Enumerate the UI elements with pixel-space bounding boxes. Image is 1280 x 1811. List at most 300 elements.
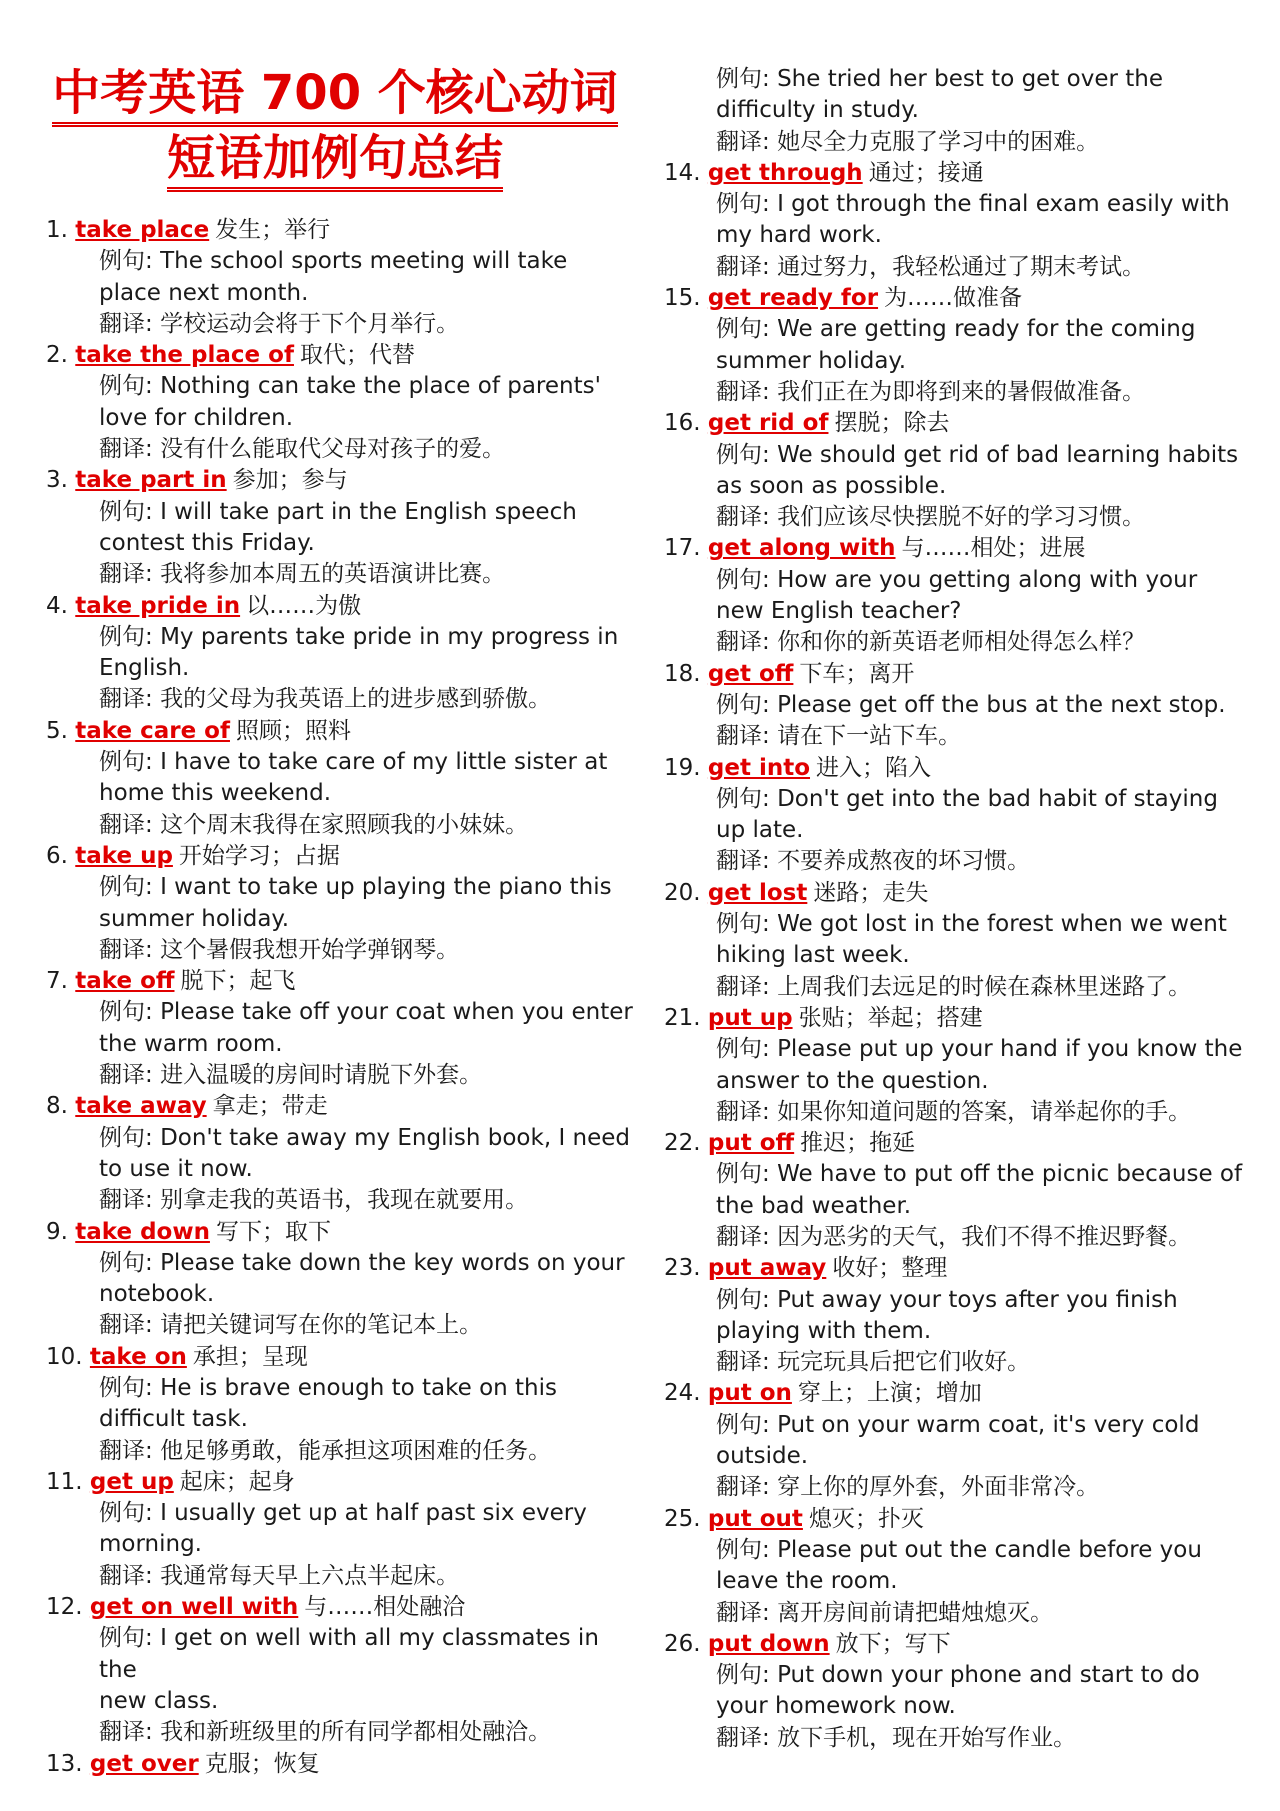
example-label: 例句: — [99, 248, 161, 275]
entry-number: 13. — [46, 1750, 83, 1777]
phrase-meaning: 迷路；走失 — [813, 879, 929, 906]
entry-heading — [664, 878, 1264, 909]
phrase-meaning: 以……为傲 — [246, 592, 362, 619]
entry-number: 9. — [46, 1218, 68, 1245]
example-line — [99, 1373, 636, 1404]
entry-body — [664, 1285, 1264, 1379]
example-line — [716, 1410, 1264, 1441]
translation-text: 通过努力，我轻松通过了期末考试。 — [777, 253, 1146, 280]
translation-line — [99, 1310, 636, 1341]
phrase-entry — [46, 591, 636, 716]
example-line — [99, 1279, 636, 1310]
entry-number: 26. — [664, 1630, 701, 1657]
entry-number: 11. — [46, 1468, 83, 1495]
entry-number: 25. — [664, 1505, 701, 1532]
example-text: My parents take pride in my progress in — [160, 623, 619, 650]
example-text: We got lost in the forest when we went — [777, 911, 1227, 938]
entry-body — [46, 1123, 636, 1217]
entry-number: 17. — [664, 535, 701, 562]
translation-text: 上周我们去远足的时候在森林里迷路了。 — [777, 973, 1192, 1000]
phrase-entry — [664, 1003, 1264, 1128]
translation-label: 翻译: — [716, 253, 778, 280]
phrase-entry — [46, 465, 636, 590]
translation-text: 你和你的新英语老师相处得怎么样？ — [777, 629, 1146, 656]
phrase-meaning: 穿上；上演；增加 — [797, 1380, 982, 1407]
entry-number: 21. — [664, 1004, 701, 1031]
example-line — [716, 565, 1264, 596]
example-text: We are getting ready for the coming — [777, 316, 1196, 343]
example-line — [99, 872, 636, 903]
example-line — [99, 403, 636, 434]
entry-body — [664, 690, 1264, 753]
translation-line — [99, 309, 636, 340]
example-text: contest this Friday. — [99, 529, 315, 556]
entry-heading — [46, 1217, 636, 1248]
phrase-term: get up — [89, 1468, 174, 1495]
example-text: We have to put off the picnic because of — [777, 1161, 1243, 1188]
example-text: Please take off your coat when you enter — [160, 999, 633, 1026]
example-line — [99, 246, 636, 277]
example-text: place next month. — [99, 279, 309, 306]
entry-heading — [46, 966, 636, 997]
entry-number: 8. — [46, 1093, 68, 1120]
phrase-meaning: 为……做准备 — [884, 285, 1023, 312]
phrase-entry — [46, 215, 636, 340]
translation-text: 离开房间前请把蜡烛熄灭。 — [777, 1599, 1054, 1626]
translation-text: 别拿走我的英语书，我现在就要用。 — [160, 1187, 529, 1214]
translation-label: 翻译: — [716, 504, 778, 531]
entry-heading — [664, 533, 1264, 564]
translation-text: 我将参加本周五的英语演讲比赛。 — [160, 561, 506, 588]
example-text: Put away your toys after you finish — [777, 1286, 1178, 1313]
example-text: leave the room. — [716, 1568, 898, 1595]
entry-number: 19. — [664, 754, 701, 781]
entry-body — [664, 1660, 1264, 1754]
translation-text: 请在下一站下车。 — [777, 723, 962, 750]
example-line — [99, 278, 636, 309]
translation-line — [716, 252, 1264, 283]
translation-line — [716, 846, 1264, 877]
translation-label: 翻译: — [716, 1098, 778, 1125]
example-line — [99, 904, 636, 935]
example-text: new class. — [99, 1687, 219, 1714]
translation-text: 进入温暖的房间时请脱下外套。 — [160, 1062, 483, 1089]
example-text: your homework now. — [716, 1693, 956, 1720]
phrase-entry — [46, 966, 636, 1091]
entry-number: 18. — [664, 660, 701, 687]
example-label: 例句: — [716, 1286, 778, 1313]
phrase-meaning: 起床；起身 — [179, 1468, 295, 1495]
example-text: Nothing can take the place of parents' — [160, 373, 601, 400]
example-label: 例句: — [99, 1249, 161, 1276]
entry-body — [46, 622, 636, 716]
example-text: playing with them. — [716, 1317, 932, 1344]
phrase-term: put on — [707, 1380, 792, 1407]
translation-line — [99, 810, 636, 841]
translation-text: 穿上你的厚外套，外面非常冷。 — [777, 1474, 1100, 1501]
example-line — [99, 997, 636, 1028]
example-text: hiking last week. — [716, 942, 910, 969]
phrase-term: put off — [707, 1130, 795, 1157]
example-line — [716, 314, 1264, 345]
entry-heading — [46, 340, 636, 371]
entry-heading — [664, 1504, 1264, 1535]
translation-label: 翻译: — [716, 1599, 778, 1626]
entry-heading — [46, 465, 636, 496]
entry-heading — [664, 1629, 1264, 1660]
example-line — [716, 815, 1264, 846]
entry-number: 24. — [664, 1380, 701, 1407]
phrase-term: take pride in — [75, 592, 241, 619]
example-line — [99, 371, 636, 402]
entry-heading — [46, 591, 636, 622]
entry-body — [46, 371, 636, 465]
entry-number: 7. — [46, 968, 68, 995]
translation-label: 翻译: — [99, 1062, 161, 1089]
entry-heading — [46, 1091, 636, 1122]
translation-line — [99, 559, 636, 590]
translation-label: 翻译: — [99, 1187, 161, 1214]
phrase-entry — [664, 1629, 1264, 1754]
example-line — [716, 220, 1264, 251]
translation-line — [99, 1717, 636, 1748]
example-line — [99, 622, 636, 653]
entry-heading — [664, 753, 1264, 784]
phrase-meaning: 熄灭；扑灭 — [808, 1505, 924, 1532]
phrase-entry — [664, 1253, 1264, 1378]
example-label: 例句: — [99, 1124, 161, 1151]
phrase-term: get lost — [707, 879, 808, 906]
example-label: 例句: — [99, 874, 161, 901]
example-line — [99, 1529, 636, 1560]
translation-line — [716, 721, 1264, 752]
example-line — [99, 653, 636, 684]
phrase-meaning: 与……相处融洽 — [304, 1594, 466, 1621]
entry-body — [46, 1373, 636, 1467]
translation-line — [716, 1472, 1264, 1503]
phrase-term: put away — [707, 1255, 827, 1282]
phrase-entry — [46, 841, 636, 966]
example-label: 例句: — [716, 566, 778, 593]
entry-number: 1. — [46, 217, 68, 243]
entry-number: 15. — [664, 285, 701, 312]
example-text: English. — [99, 655, 190, 682]
example-text: up late. — [716, 817, 804, 844]
translation-label: 翻译: — [716, 1724, 778, 1751]
example-line — [716, 1034, 1264, 1065]
example-text: I want to take up playing the piano this — [160, 874, 612, 901]
translation-label: 翻译: — [716, 848, 778, 875]
translation-line — [716, 627, 1264, 658]
example-text: He is brave enough to take on this — [160, 1374, 557, 1401]
example-line — [716, 1441, 1264, 1472]
phrase-term: get on well with — [89, 1594, 299, 1621]
phrase-term: get through — [707, 159, 863, 186]
example-line — [99, 778, 636, 809]
entry-body — [46, 246, 636, 340]
translation-text: 我和新班级里的所有同学都相处融洽。 — [160, 1719, 552, 1746]
phrase-term: get ready for — [707, 285, 879, 312]
continued-entry-body — [664, 64, 1264, 158]
example-text: the bad weather. — [716, 1192, 912, 1219]
title-line-1: 中考英语 700 个核心动词 — [52, 64, 618, 127]
entry-heading — [664, 1003, 1264, 1034]
phrase-term: put out — [707, 1505, 803, 1532]
entry-body — [664, 1410, 1264, 1504]
entry-heading — [664, 1378, 1264, 1409]
example-line — [716, 1066, 1264, 1097]
entry-number: 23. — [664, 1255, 701, 1282]
page-title — [40, 62, 630, 192]
translation-text: 玩完玩具后把它们收好。 — [777, 1349, 1031, 1376]
example-text: Please put out the candle before you — [777, 1536, 1202, 1563]
example-label: 例句: — [99, 623, 161, 650]
translation-label: 翻译: — [99, 1312, 161, 1339]
translation-label: 翻译: — [99, 936, 161, 963]
example-text: We should get rid of bad learning habits — [777, 441, 1239, 468]
phrase-entry — [46, 1091, 636, 1216]
translation-label: 翻译: — [716, 1474, 778, 1501]
example-label: 例句: — [99, 373, 161, 400]
phrase-entry — [46, 716, 636, 841]
phrase-entry — [664, 408, 1264, 533]
example-text: outside. — [716, 1443, 809, 1470]
entry-body — [46, 1498, 636, 1592]
example-line — [716, 784, 1264, 815]
phrase-term: take off — [75, 968, 175, 995]
phrase-meaning: 参加；参与 — [232, 467, 348, 494]
example-label: 例句: — [716, 1536, 778, 1563]
phrase-entry — [664, 1504, 1264, 1629]
example-text: Don't get into the bad habit of staying — [777, 785, 1218, 812]
example-line — [716, 1660, 1264, 1691]
phrase-entry — [46, 1342, 636, 1467]
phrase-term: get over — [89, 1750, 199, 1777]
entry-body — [46, 872, 636, 966]
example-line — [716, 1535, 1264, 1566]
example-text: I have to take care of my little sister at — [160, 749, 608, 776]
example-label: 例句: — [99, 999, 161, 1026]
example-line — [99, 1623, 636, 1686]
example-label: 例句: — [99, 498, 161, 525]
example-text: Please put up your hand if you know the — [777, 1036, 1243, 1063]
phrase-term: take away — [75, 1093, 207, 1120]
phrase-entry — [664, 1378, 1264, 1503]
phrase-term: take on — [89, 1343, 187, 1370]
entry-heading — [664, 1128, 1264, 1159]
phrase-meaning: 拿走；带走 — [212, 1093, 328, 1120]
entry-body — [664, 565, 1264, 659]
translation-line: 翻译: 她尽全力克服了学习中的困难。 — [716, 128, 1100, 155]
phrase-term: get along with — [707, 535, 896, 562]
phrase-entry — [46, 1467, 636, 1592]
phrase-entry — [664, 1128, 1264, 1253]
phrase-entry — [664, 158, 1264, 283]
example-line — [716, 909, 1264, 940]
example-text: I usually get up at half past six every — [160, 1500, 587, 1527]
phrase-entry — [664, 878, 1264, 1003]
phrase-term: take part in — [75, 467, 227, 494]
translation-label: 翻译: — [99, 436, 161, 463]
translation-text: 放下手机，现在开始写作业。 — [777, 1724, 1077, 1751]
example-label: 例句: — [716, 691, 778, 718]
phrase-entry — [46, 1592, 636, 1748]
entry-number: 2. — [46, 342, 68, 369]
entry-number: 14. — [664, 159, 701, 186]
entry-number: 3. — [46, 467, 68, 494]
phrase-term: take up — [75, 842, 173, 869]
example-line — [99, 1686, 636, 1717]
phrase-meaning: 克服；恢复 — [204, 1750, 320, 1777]
example-line — [716, 189, 1264, 220]
entry-number: 16. — [664, 410, 701, 437]
phrase-meaning: 下车；离开 — [799, 660, 915, 687]
example-text: as soon as possible. — [716, 472, 947, 499]
example-text: notebook. — [99, 1281, 215, 1308]
entry-body — [46, 1623, 636, 1748]
translation-label: 翻译: — [99, 811, 161, 838]
translation-line — [99, 1060, 636, 1091]
example-label: 例句: — [99, 1374, 161, 1401]
phrase-meaning: 开始学习；占据 — [178, 842, 340, 869]
translation-line — [99, 1436, 636, 1467]
example-label: 例句: — [716, 191, 778, 218]
translation-text: 因为恶劣的天气，我们不得不推迟野餐。 — [777, 1223, 1192, 1250]
phrase-term: get off — [707, 660, 794, 687]
entry-heading — [46, 1342, 636, 1373]
entry-body — [664, 314, 1264, 408]
example-line: difficulty in study. — [716, 97, 919, 124]
entry-heading — [664, 659, 1264, 690]
example-text: difficult task. — [99, 1406, 248, 1433]
phrase-meaning: 进入；陷入 — [816, 754, 932, 781]
entry-heading — [664, 283, 1264, 314]
translation-line — [99, 1185, 636, 1216]
translation-line — [99, 434, 636, 465]
entry-body — [46, 1248, 636, 1342]
example-line — [716, 690, 1264, 721]
entry-number: 20. — [664, 879, 701, 906]
phrase-meaning: 与……相处；进展 — [901, 535, 1086, 562]
example-text: new English teacher? — [716, 598, 962, 625]
phrase-meaning: 发生；举行 — [215, 217, 331, 243]
phrase-term: take down — [75, 1218, 210, 1245]
translation-text: 这个暑假我想开始学弹钢琴。 — [160, 936, 460, 963]
example-line — [716, 471, 1264, 502]
translation-label: 翻译: — [99, 561, 161, 588]
right-column — [664, 64, 1264, 1754]
example-text: morning. — [99, 1531, 202, 1558]
example-line — [716, 1191, 1264, 1222]
example-line — [716, 1316, 1264, 1347]
phrase-term: get into — [707, 754, 811, 781]
title-line-2: 短语加例句总结 — [167, 129, 503, 192]
phrase-term: put down — [707, 1630, 830, 1657]
translation-label: 翻译: — [99, 1437, 161, 1464]
left-column — [46, 215, 636, 1780]
translation-text: 我们正在为即将到来的暑假做准备。 — [777, 378, 1146, 405]
phrase-entry — [664, 283, 1264, 408]
phrase-term: take care of — [75, 717, 230, 744]
entry-number: 22. — [664, 1130, 701, 1157]
example-line — [716, 940, 1264, 971]
translation-label: 翻译: — [716, 629, 778, 656]
phrase-term: get rid of — [707, 410, 829, 437]
example-text: Please take down the key words on your — [160, 1249, 625, 1276]
example-line — [716, 1691, 1264, 1722]
translation-line — [99, 684, 636, 715]
example-line — [99, 1404, 636, 1435]
translation-line — [716, 1347, 1264, 1378]
entry-body — [664, 1034, 1264, 1128]
translation-label: 翻译: — [99, 310, 161, 337]
phrase-entry — [46, 1749, 636, 1780]
translation-label: 翻译: — [716, 723, 778, 750]
translation-label: 翻译: — [99, 686, 161, 713]
entry-body — [46, 997, 636, 1091]
translation-text: 我们应该尽快摆脱不好的学习习惯。 — [777, 504, 1146, 531]
example-label: 例句: — [99, 1625, 161, 1652]
entry-heading — [664, 1253, 1264, 1284]
phrase-entry — [664, 659, 1264, 753]
translation-line — [716, 972, 1264, 1003]
phrase-meaning: 取代；代替 — [299, 342, 415, 369]
entry-heading — [46, 1592, 636, 1623]
phrase-meaning: 承担；呈现 — [192, 1343, 308, 1370]
example-line — [99, 1029, 636, 1060]
phrase-meaning: 照顾；照料 — [235, 717, 351, 744]
example-line — [99, 1154, 636, 1185]
example-label: 例句: — [99, 1500, 161, 1527]
translation-line — [716, 1598, 1264, 1629]
example-text: my hard work. — [716, 222, 882, 249]
phrase-entry — [664, 753, 1264, 878]
entry-heading — [46, 716, 636, 747]
example-label: 例句: — [716, 911, 778, 938]
translation-line — [716, 1222, 1264, 1253]
phrase-meaning: 通过；接通 — [868, 159, 984, 186]
example-label: 例句: — [716, 785, 778, 812]
example-text: Don't take away my English book, I need — [160, 1124, 631, 1151]
translation-label: 翻译: — [716, 973, 778, 1000]
entry-body — [664, 784, 1264, 878]
example-line — [716, 1285, 1264, 1316]
phrase-meaning: 脱下；起飞 — [180, 968, 296, 995]
entry-heading — [46, 1467, 636, 1498]
example-text: love for children. — [99, 404, 294, 431]
translation-text: 不要养成熬夜的坏习惯。 — [777, 848, 1031, 875]
example-label: 例句: — [716, 441, 778, 468]
example-label: 例句: — [716, 316, 778, 343]
example-text: home this weekend. — [99, 780, 332, 807]
example-text: I get on well with all my classmates in the — [99, 1625, 599, 1683]
example-text: I will take part in the English speech — [160, 498, 577, 525]
translation-text: 他足够勇敢，能承担这项困难的任务。 — [160, 1437, 552, 1464]
example-line — [99, 1123, 636, 1154]
translation-label: 翻译: — [716, 1349, 778, 1376]
entry-number: 6. — [46, 842, 68, 869]
example-text: to use it now. — [99, 1155, 253, 1182]
example-line — [716, 1159, 1264, 1190]
example-label: 例句: — [716, 1036, 778, 1063]
phrase-meaning: 张贴；举起；搭建 — [798, 1004, 983, 1031]
translation-line — [716, 1097, 1264, 1128]
translation-label: 翻译: — [716, 378, 778, 405]
phrase-entry — [46, 1217, 636, 1342]
entry-body — [664, 189, 1264, 283]
translation-label: 翻译: — [716, 1223, 778, 1250]
translation-line — [716, 1723, 1264, 1754]
